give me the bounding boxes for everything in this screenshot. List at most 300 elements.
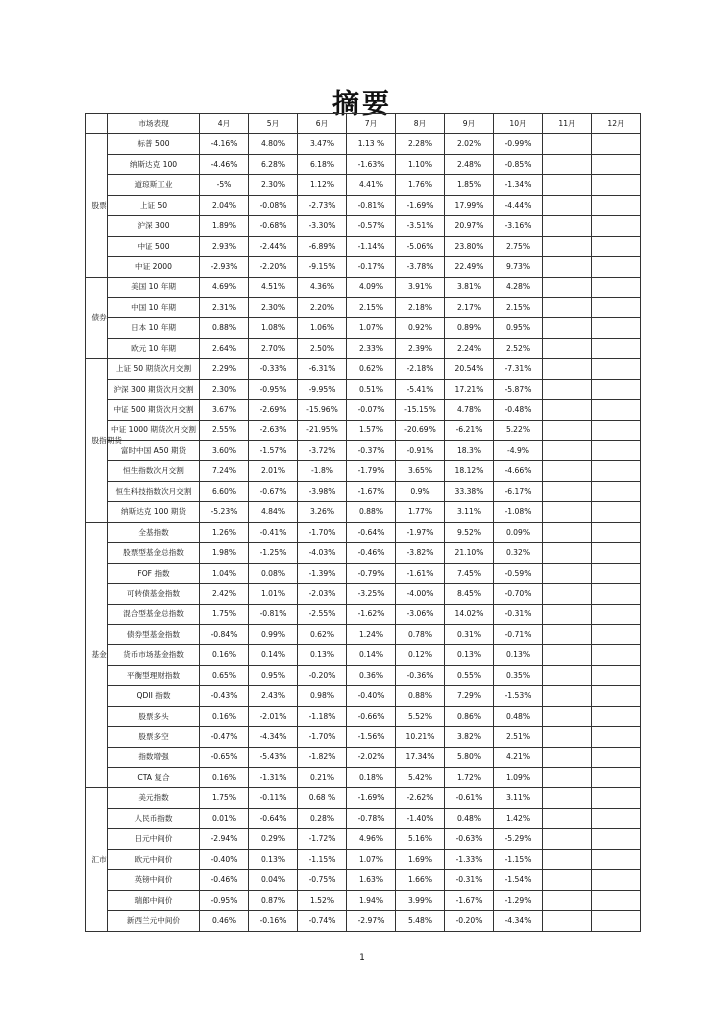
- table-row: [86, 849, 641, 869]
- table-row: [86, 727, 641, 747]
- value-cell: -0.75%: [298, 870, 347, 890]
- value-cell: -0.81%: [347, 195, 396, 215]
- instrument-name: 纳斯达克 100: [108, 154, 200, 174]
- instrument-name: 纳斯达克 100 期货: [108, 502, 200, 522]
- value-cell: 4.78%: [445, 400, 494, 420]
- value-cell: -4.66%: [494, 461, 543, 481]
- value-cell: 1.94%: [347, 890, 396, 910]
- value-cell: 7.45%: [445, 563, 494, 583]
- value-cell: 2.24%: [445, 338, 494, 358]
- table-row: [86, 134, 641, 154]
- value-cell: 18.3%: [445, 441, 494, 461]
- value-cell: -1.63%: [347, 154, 396, 174]
- value-cell: -1.25%: [249, 543, 298, 563]
- instrument-name: 欧元 10 年期: [108, 338, 200, 358]
- value-cell: 2.42%: [200, 584, 249, 604]
- value-cell: -5.06%: [396, 236, 445, 256]
- instrument-name: 中证 500 期货次月交割: [108, 400, 200, 420]
- value-cell: 17.99%: [445, 195, 494, 215]
- value-cell: -0.07%: [347, 400, 396, 420]
- category-label: 债券: [91, 313, 107, 323]
- category-cell: [86, 134, 108, 277]
- value-cell: [592, 277, 641, 297]
- value-cell: 4.36%: [298, 277, 347, 297]
- value-cell: -4.46%: [200, 154, 249, 174]
- value-cell: [543, 747, 592, 767]
- value-cell: -5.29%: [494, 829, 543, 849]
- value-cell: 0.14%: [249, 645, 298, 665]
- value-cell: -4.16%: [200, 134, 249, 154]
- value-cell: [543, 849, 592, 869]
- value-cell: 1.04%: [200, 563, 249, 583]
- value-cell: -3.06%: [396, 604, 445, 624]
- value-cell: 4.51%: [249, 277, 298, 297]
- value-cell: [543, 359, 592, 379]
- value-cell: 0.88%: [200, 318, 249, 338]
- value-cell: [543, 175, 592, 195]
- month-header: 4月: [200, 114, 249, 134]
- value-cell: [543, 788, 592, 808]
- value-cell: [592, 195, 641, 215]
- value-cell: 0.31%: [445, 624, 494, 644]
- table-row: [86, 420, 641, 440]
- table-row: [86, 522, 641, 542]
- value-cell: 2.18%: [396, 297, 445, 317]
- value-cell: -0.20%: [445, 911, 494, 931]
- value-cell: -2.97%: [347, 911, 396, 931]
- value-cell: [543, 481, 592, 501]
- value-cell: -0.08%: [249, 195, 298, 215]
- instrument-name: 中证 1000 期货次月交割: [108, 420, 200, 440]
- value-cell: 0.78%: [396, 624, 445, 644]
- value-cell: -5.23%: [200, 502, 249, 522]
- value-cell: 2.30%: [249, 175, 298, 195]
- value-cell: -0.78%: [347, 808, 396, 828]
- value-cell: -20.69%: [396, 420, 445, 440]
- value-cell: -4.34%: [494, 911, 543, 931]
- value-cell: 0.95%: [494, 318, 543, 338]
- value-cell: 0.28%: [298, 808, 347, 828]
- value-cell: -0.11%: [249, 788, 298, 808]
- table-row: [86, 890, 641, 910]
- value-cell: 2.64%: [200, 338, 249, 358]
- value-cell: 1.13 %: [347, 134, 396, 154]
- value-cell: 2.48%: [445, 154, 494, 174]
- value-cell: 1.98%: [200, 543, 249, 563]
- instrument-name: 日本 10 年期: [108, 318, 200, 338]
- table-row: [86, 665, 641, 685]
- value-cell: -0.79%: [347, 563, 396, 583]
- value-cell: 0.09%: [494, 522, 543, 542]
- value-cell: [592, 318, 641, 338]
- value-cell: -2.62%: [396, 788, 445, 808]
- table-row: [86, 379, 641, 399]
- value-cell: 5.52%: [396, 706, 445, 726]
- value-cell: 33.38%: [445, 481, 494, 501]
- table-row: [86, 808, 641, 828]
- value-cell: 10.21%: [396, 727, 445, 747]
- value-cell: -0.57%: [347, 216, 396, 236]
- value-cell: -0.31%: [445, 870, 494, 890]
- value-cell: 0.13%: [445, 645, 494, 665]
- value-cell: -9.95%: [298, 379, 347, 399]
- value-cell: -1.72%: [298, 829, 347, 849]
- value-cell: -0.17%: [347, 257, 396, 277]
- value-cell: 0.13%: [298, 645, 347, 665]
- instrument-name: 欧元中间价: [108, 849, 200, 869]
- instrument-name: 平衡型理财指数: [108, 665, 200, 685]
- value-cell: 20.97%: [445, 216, 494, 236]
- value-cell: 3.60%: [200, 441, 249, 461]
- value-cell: -0.40%: [200, 849, 249, 869]
- value-cell: 5.16%: [396, 829, 445, 849]
- instrument-name: 恒生指数次月交割: [108, 461, 200, 481]
- instrument-name: 新西兰元中间价: [108, 911, 200, 931]
- value-cell: 1.07%: [347, 849, 396, 869]
- month-header: 8月: [396, 114, 445, 134]
- month-header: 12月: [592, 114, 641, 134]
- value-cell: 1.42%: [494, 808, 543, 828]
- value-cell: 2.51%: [494, 727, 543, 747]
- value-cell: 0.01%: [200, 808, 249, 828]
- value-cell: 2.30%: [249, 297, 298, 317]
- instrument-name: 股票型基金总指数: [108, 543, 200, 563]
- instrument-name: 可转债基金指数: [108, 584, 200, 604]
- value-cell: -3.30%: [298, 216, 347, 236]
- table-row: [86, 829, 641, 849]
- category-cell: [86, 277, 108, 359]
- table-row: [86, 768, 641, 788]
- value-cell: 6.18%: [298, 154, 347, 174]
- value-cell: -0.70%: [494, 584, 543, 604]
- value-cell: [543, 686, 592, 706]
- value-cell: 9.52%: [445, 522, 494, 542]
- value-cell: -5%: [200, 175, 249, 195]
- table-row: [86, 747, 641, 767]
- table-body: [86, 114, 641, 932]
- value-cell: -1.18%: [298, 706, 347, 726]
- table-row: [86, 686, 641, 706]
- month-header: 10月: [494, 114, 543, 134]
- value-cell: -0.95%: [249, 379, 298, 399]
- value-cell: 1.76%: [396, 175, 445, 195]
- value-cell: 0.21%: [298, 768, 347, 788]
- value-cell: -6.21%: [445, 420, 494, 440]
- value-cell: 2.17%: [445, 297, 494, 317]
- instrument-name: 美国 10 年期: [108, 277, 200, 297]
- value-cell: 0.32%: [494, 543, 543, 563]
- instrument-name: 指数增强: [108, 747, 200, 767]
- value-cell: 5.48%: [396, 911, 445, 931]
- value-cell: [592, 706, 641, 726]
- value-cell: -6.89%: [298, 236, 347, 256]
- value-cell: -1.34%: [494, 175, 543, 195]
- category-cell: [86, 522, 108, 788]
- value-cell: 3.99%: [396, 890, 445, 910]
- value-cell: 2.28%: [396, 134, 445, 154]
- value-cell: [592, 727, 641, 747]
- value-cell: 0.35%: [494, 665, 543, 685]
- value-cell: 0.48%: [445, 808, 494, 828]
- value-cell: 4.28%: [494, 277, 543, 297]
- value-cell: -3.25%: [347, 584, 396, 604]
- table-row: [86, 338, 641, 358]
- value-cell: 0.16%: [200, 706, 249, 726]
- value-cell: -0.99%: [494, 134, 543, 154]
- table-row: [86, 481, 641, 501]
- value-cell: -4.03%: [298, 543, 347, 563]
- value-cell: -0.16%: [249, 911, 298, 931]
- value-cell: 1.12%: [298, 175, 347, 195]
- value-cell: [543, 154, 592, 174]
- value-cell: [592, 543, 641, 563]
- value-cell: [592, 379, 641, 399]
- value-cell: -0.20%: [298, 665, 347, 685]
- month-header: 11月: [543, 114, 592, 134]
- instrument-name: 英镑中间价: [108, 870, 200, 890]
- category-label: 基金: [91, 650, 107, 660]
- instrument-name: 中证 2000: [108, 257, 200, 277]
- value-cell: -2.69%: [249, 400, 298, 420]
- value-cell: -2.02%: [347, 747, 396, 767]
- value-cell: 0.92%: [396, 318, 445, 338]
- value-cell: -1.33%: [445, 849, 494, 869]
- value-cell: 3.91%: [396, 277, 445, 297]
- table-row: [86, 543, 641, 563]
- value-cell: 2.43%: [249, 686, 298, 706]
- table-row: [86, 624, 641, 644]
- value-cell: -6.31%: [298, 359, 347, 379]
- value-cell: [592, 768, 641, 788]
- value-cell: [592, 584, 641, 604]
- value-cell: [543, 584, 592, 604]
- value-cell: 3.26%: [298, 502, 347, 522]
- table-row: [86, 706, 641, 726]
- value-cell: 2.15%: [494, 297, 543, 317]
- value-cell: 0.48%: [494, 706, 543, 726]
- value-cell: -2.93%: [200, 257, 249, 277]
- value-cell: 1.07%: [347, 318, 396, 338]
- value-cell: -3.51%: [396, 216, 445, 236]
- value-cell: 0.36%: [347, 665, 396, 685]
- value-cell: -0.61%: [445, 788, 494, 808]
- value-cell: 3.47%: [298, 134, 347, 154]
- value-cell: -1.14%: [347, 236, 396, 256]
- table-row: [86, 359, 641, 379]
- value-cell: [592, 420, 641, 440]
- value-cell: 4.80%: [249, 134, 298, 154]
- value-cell: 3.11%: [445, 502, 494, 522]
- value-cell: -2.01%: [249, 706, 298, 726]
- value-cell: [543, 543, 592, 563]
- value-cell: 0.62%: [298, 624, 347, 644]
- instrument-name: 日元中间价: [108, 829, 200, 849]
- value-cell: -1.15%: [298, 849, 347, 869]
- market-summary-table: [85, 113, 641, 932]
- value-cell: [543, 257, 592, 277]
- value-cell: [592, 481, 641, 501]
- table-row: [86, 195, 641, 215]
- value-cell: -5.41%: [396, 379, 445, 399]
- value-cell: 5.42%: [396, 768, 445, 788]
- value-cell: [592, 665, 641, 685]
- value-cell: 1.01%: [249, 584, 298, 604]
- instrument-name: 股票多空: [108, 727, 200, 747]
- value-cell: 4.96%: [347, 829, 396, 849]
- value-cell: -0.84%: [200, 624, 249, 644]
- value-cell: 1.26%: [200, 522, 249, 542]
- value-cell: 3.67%: [200, 400, 249, 420]
- value-cell: [592, 134, 641, 154]
- value-cell: 0.46%: [200, 911, 249, 931]
- value-cell: 5.80%: [445, 747, 494, 767]
- value-cell: 0.88%: [347, 502, 396, 522]
- value-cell: 2.04%: [200, 195, 249, 215]
- value-cell: [592, 849, 641, 869]
- value-cell: 3.65%: [396, 461, 445, 481]
- value-cell: [543, 890, 592, 910]
- value-cell: -1.54%: [494, 870, 543, 890]
- value-cell: 1.69%: [396, 849, 445, 869]
- value-cell: -0.37%: [347, 441, 396, 461]
- value-cell: -2.44%: [249, 236, 298, 256]
- month-header: 6月: [298, 114, 347, 134]
- value-cell: 1.09%: [494, 768, 543, 788]
- value-cell: 1.06%: [298, 318, 347, 338]
- table-row: [86, 870, 641, 890]
- table-row: [86, 584, 641, 604]
- value-cell: [592, 645, 641, 665]
- value-cell: [543, 277, 592, 297]
- table-row: [86, 175, 641, 195]
- value-cell: [592, 911, 641, 931]
- value-cell: 3.82%: [445, 727, 494, 747]
- value-cell: 1.52%: [298, 890, 347, 910]
- value-cell: 3.81%: [445, 277, 494, 297]
- value-cell: -2.18%: [396, 359, 445, 379]
- header-label: 市场表现: [108, 114, 200, 134]
- value-cell: -9.15%: [298, 257, 347, 277]
- instrument-name: 富时中国 A50 期货: [108, 441, 200, 461]
- instrument-name: 货币市场基金指数: [108, 645, 200, 665]
- value-cell: [543, 665, 592, 685]
- value-cell: [592, 686, 641, 706]
- value-cell: -1.69%: [347, 788, 396, 808]
- value-cell: [543, 420, 592, 440]
- value-cell: -4.34%: [249, 727, 298, 747]
- value-cell: -15.15%: [396, 400, 445, 420]
- value-cell: [592, 624, 641, 644]
- value-cell: -0.85%: [494, 154, 543, 174]
- value-cell: [543, 502, 592, 522]
- value-cell: [592, 257, 641, 277]
- value-cell: -0.65%: [200, 747, 249, 767]
- value-cell: [592, 400, 641, 420]
- value-cell: [592, 747, 641, 767]
- value-cell: [543, 768, 592, 788]
- instrument-name: 人民币指数: [108, 808, 200, 828]
- instrument-name: 道琼斯工业: [108, 175, 200, 195]
- value-cell: -2.73%: [298, 195, 347, 215]
- value-cell: 6.28%: [249, 154, 298, 174]
- value-cell: -1.29%: [494, 890, 543, 910]
- value-cell: 4.21%: [494, 747, 543, 767]
- value-cell: 1.24%: [347, 624, 396, 644]
- value-cell: -3.82%: [396, 543, 445, 563]
- value-cell: 2.02%: [445, 134, 494, 154]
- value-cell: [543, 645, 592, 665]
- value-cell: -1.15%: [494, 849, 543, 869]
- value-cell: 0.55%: [445, 665, 494, 685]
- value-cell: -6.17%: [494, 481, 543, 501]
- value-cell: -4.00%: [396, 584, 445, 604]
- value-cell: [543, 522, 592, 542]
- value-cell: [543, 318, 592, 338]
- value-cell: 1.85%: [445, 175, 494, 195]
- instrument-name: 中国 10 年期: [108, 297, 200, 317]
- value-cell: -1.56%: [347, 727, 396, 747]
- value-cell: 1.66%: [396, 870, 445, 890]
- value-cell: [592, 175, 641, 195]
- value-cell: -2.55%: [298, 604, 347, 624]
- instrument-name: 标普 500: [108, 134, 200, 154]
- table-row: [86, 318, 641, 338]
- value-cell: -1.70%: [298, 727, 347, 747]
- value-cell: -1.40%: [396, 808, 445, 828]
- value-cell: -2.03%: [298, 584, 347, 604]
- value-cell: 0.18%: [347, 768, 396, 788]
- value-cell: 0.98%: [298, 686, 347, 706]
- value-cell: -1.53%: [494, 686, 543, 706]
- value-cell: -1.08%: [494, 502, 543, 522]
- value-cell: 0.65%: [200, 665, 249, 685]
- value-cell: [543, 216, 592, 236]
- value-cell: -0.71%: [494, 624, 543, 644]
- value-cell: 1.89%: [200, 216, 249, 236]
- value-cell: 0.13%: [249, 849, 298, 869]
- value-cell: [592, 359, 641, 379]
- value-cell: [543, 297, 592, 317]
- value-cell: [543, 829, 592, 849]
- value-cell: -1.69%: [396, 195, 445, 215]
- value-cell: [543, 911, 592, 931]
- value-cell: -1.70%: [298, 522, 347, 542]
- value-cell: 4.84%: [249, 502, 298, 522]
- value-cell: 0.89%: [445, 318, 494, 338]
- value-cell: 21.10%: [445, 543, 494, 563]
- value-cell: 6.60%: [200, 481, 249, 501]
- value-cell: 2.20%: [298, 297, 347, 317]
- value-cell: [592, 522, 641, 542]
- value-cell: -1.8%: [298, 461, 347, 481]
- instrument-name: 美元指数: [108, 788, 200, 808]
- value-cell: -1.39%: [298, 563, 347, 583]
- table-row: [86, 911, 641, 931]
- instrument-name: 混合型基金总指数: [108, 604, 200, 624]
- value-cell: 0.12%: [396, 645, 445, 665]
- table-row: [86, 645, 641, 665]
- table-row: [86, 277, 641, 297]
- value-cell: 1.08%: [249, 318, 298, 338]
- value-cell: 14.02%: [445, 604, 494, 624]
- category-label: 股票: [91, 200, 107, 210]
- instrument-name: 全基指数: [108, 522, 200, 542]
- value-cell: -0.36%: [396, 665, 445, 685]
- value-cell: [592, 890, 641, 910]
- value-cell: -0.68%: [249, 216, 298, 236]
- value-cell: -0.46%: [347, 543, 396, 563]
- table-row: [86, 502, 641, 522]
